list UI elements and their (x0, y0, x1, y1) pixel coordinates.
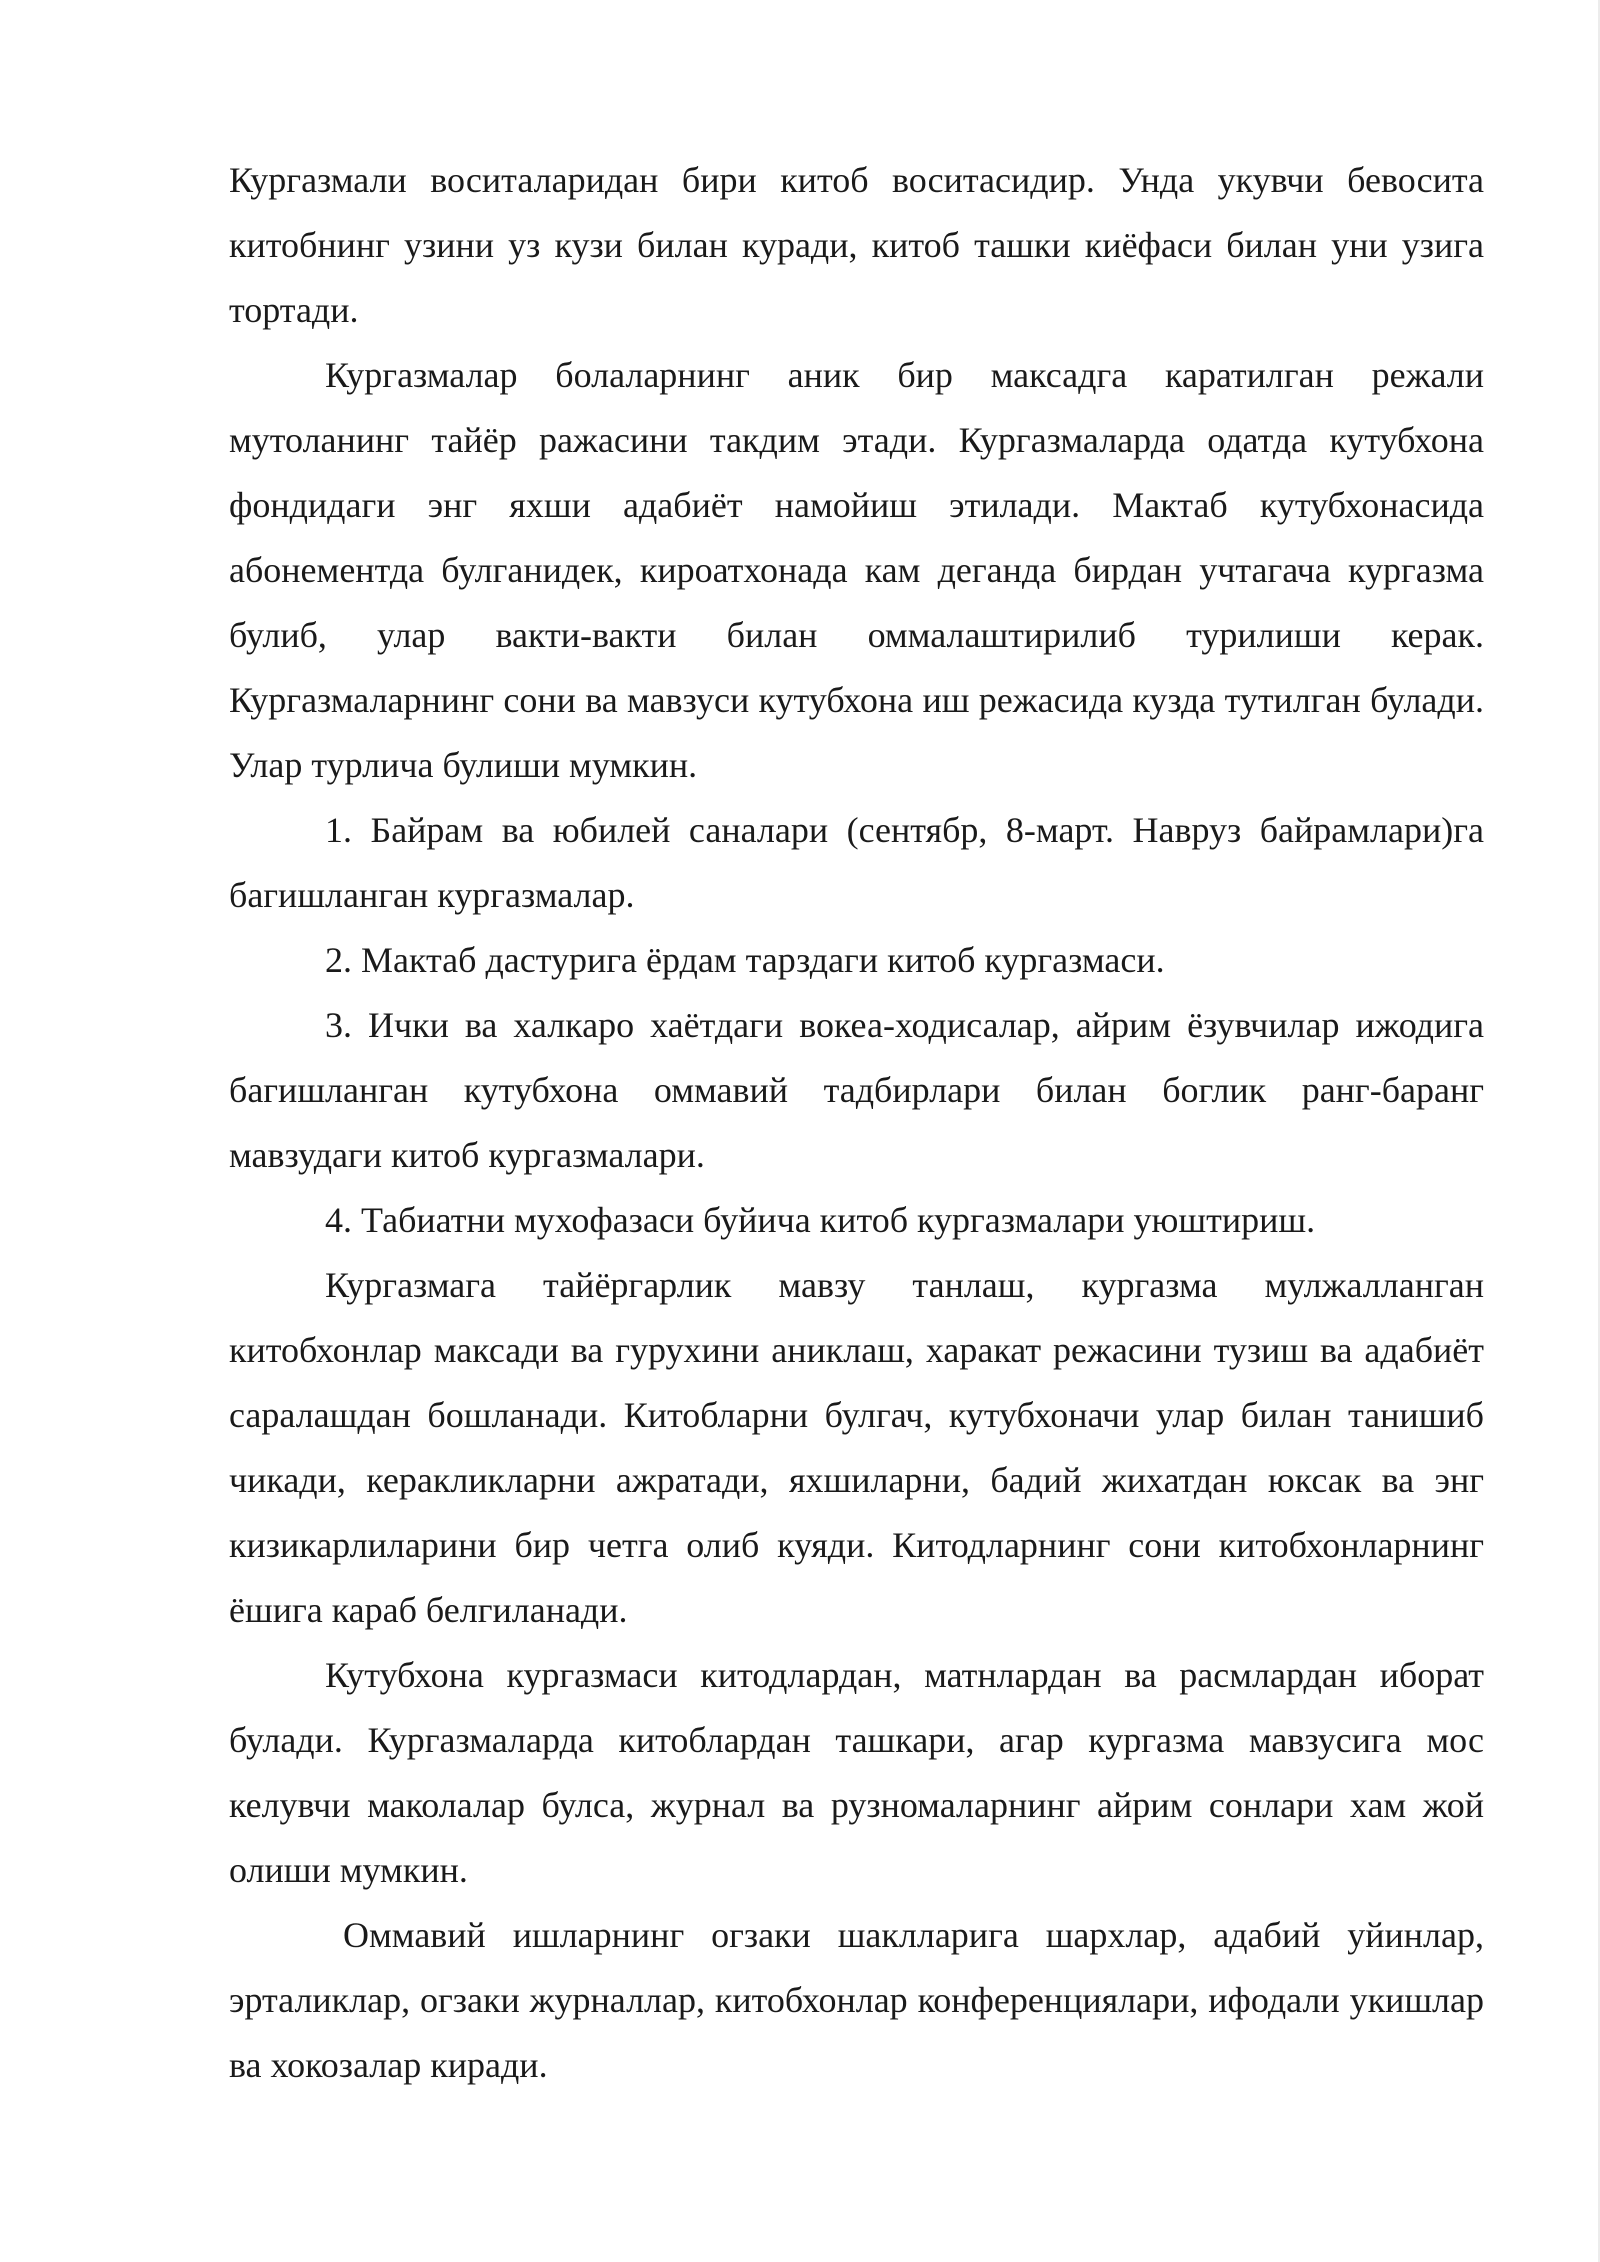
paragraph-oral-forms: Оммавий ишларнинг огзаки шаклларига шархлар, адабий уйинлар, эрталиклар, огзаки журналлар, китобхонлар конференциялари, ифодали укишлар ва хокозалар киради. (229, 1915, 1484, 2085)
paragraph-intro: Кургазмали воситаларидан бири китоб воситасидир. Унда укувчи бевосита китобнинг узини уз кузи билан куради, китоб ташки киёфаси билан уни узига тортади. (229, 160, 1484, 330)
list-item-1: 1. Байрам ва юбилей саналари (сентябр, 8-март. Навруз байрамлари)га багишланган кургазмалар. (229, 810, 1484, 915)
list-item-4: 4. Табиатни мухофазаси буйича китоб кургазмалари уюштириш. (325, 1200, 1316, 1240)
list-item-3: 3. Ички ва халкаро хаётдаги вокеа-ходисалар, айрим ёзувчилар ижодига багишланган кутубхона оммавий тадбирлари билан боглик ранг-баранг мавзудаги китоб кургазмалари. (229, 1005, 1484, 1175)
paragraph-composition: Кутубхона кургазмаси китодлардан, матнлардан ва расмлардан иборат булади. Кургазмаларда китоблардан ташкари, агар кургазма мавзусига мос келувчи маколалар булса, журнал ва рузномаларнинг айрим сонлари хам жой олиши мумкин. (229, 1655, 1484, 1890)
paragraph-exhibitions: Кургазмалар болаларнинг аник бир максадга каратилган режали мутоланинг тайёр ражасини такдим этади. Кургазмаларда одатда кутубхона фондидаги энг яхши адабиёт намойиш этилади. Мактаб кутубхонасида абонементда булганидек, кироатхонада кам деганда бирдан учтагача кургазма булиб, улар вакти-вакти билан оммалаштирилиб турилиши керак. Кургазмаларнинг сони ва мавзуси кутубхона иш режасида кузда тутилган булади. Улар турлича булиши мумкин. (229, 355, 1484, 785)
document-body (229, 148, 1484, 2098)
list-item-2: 2. Мактаб дастурига ёрдам тарздаги китоб кургазмаси. (325, 940, 1165, 980)
paragraph-preparation: Кургазмага тайёргарлик мавзу танлаш, кургазма мулжалланган китобхонлар максади ва гурухини аниклаш, харакат режасини тузиш ва адабиёт саралашдан бошланади. Китобларни булгач, кутубхоначи улар билан танишиб чикади, керакликларни ажратади, яхшиларни, бадий жихатдан юксак ва энг кизикарлиларини бир четга олиб куяди. Китодларнинг сони китобхонларнинг ёшига караб белгиланади. (229, 1265, 1484, 1630)
